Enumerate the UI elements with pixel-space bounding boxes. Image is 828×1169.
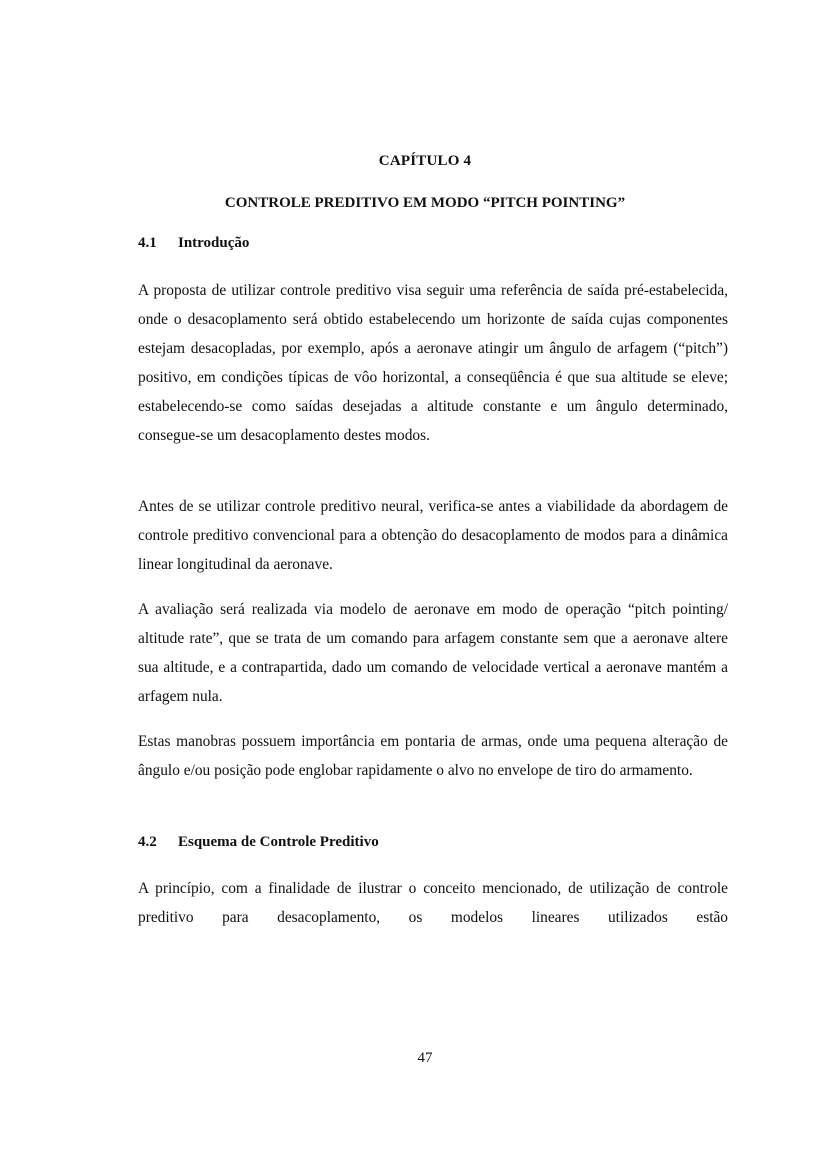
paragraph: Antes de se utilizar controle preditivo neural, verifica-se antes a viabilidade da abordagem de controle preditivo convencional para a obtenção do desacoplamento de modos para a dinâmica linear longitudinal da aeronave. xyxy=(138,498,728,573)
section-number: 4.2 xyxy=(138,834,157,850)
chapter-label: CAPÍTULO 4 xyxy=(378,153,472,169)
section-heading-predictive-scheme xyxy=(138,834,379,851)
section-heading-intro xyxy=(138,235,249,252)
paragraph: A princípio, com a finalidade de ilustrar o conceito mencionado, de utilização de controle preditivo para desacoplamento, os modelos lineares utilizados estão xyxy=(138,880,728,926)
section-number: 4.1 xyxy=(138,235,157,251)
page-number: 47 xyxy=(417,1050,433,1066)
section-title: Introdução xyxy=(178,235,250,251)
section-title: Esquema de Controle Preditivo xyxy=(178,834,379,850)
paragraph: Estas manobras possuem importância em pontaria de armas, onde uma pequena alteração de ângulo e/ou posição pode englobar rapidamente o alvo no envelope de tiro do armamento. xyxy=(138,733,728,779)
paragraph: A proposta de utilizar controle preditivo visa seguir uma referência de saída pré-estabelecida, onde o desacoplamento será obtido estabelecendo um horizonte de saída cujas componentes estejam desacopladas, por exemplo, após a aeronave atingir um ângulo de arfagem (“pitch”) positivo, em condições típicas de vôo horizontal, a conseqüência é que sua altitude se eleve; estabelecendo-se como saídas desejadas a altitude constante e um ângulo determinado, consegue-se um desacoplamento destes modos. xyxy=(138,282,728,444)
chapter-title: CONTROLE PREDITIVO EM MODO “PITCH POINTING” xyxy=(224,195,626,211)
paragraph: A avaliação será realizada via modelo de aeronave em modo de operação “pitch pointing/ altitude rate”, que se trata de um comando para arfagem constante sem que a aeronave altere sua altitude, e a contrapartida, dado um comando de velocidade vertical a aeronave mantém a arfagem nula. xyxy=(138,601,728,705)
